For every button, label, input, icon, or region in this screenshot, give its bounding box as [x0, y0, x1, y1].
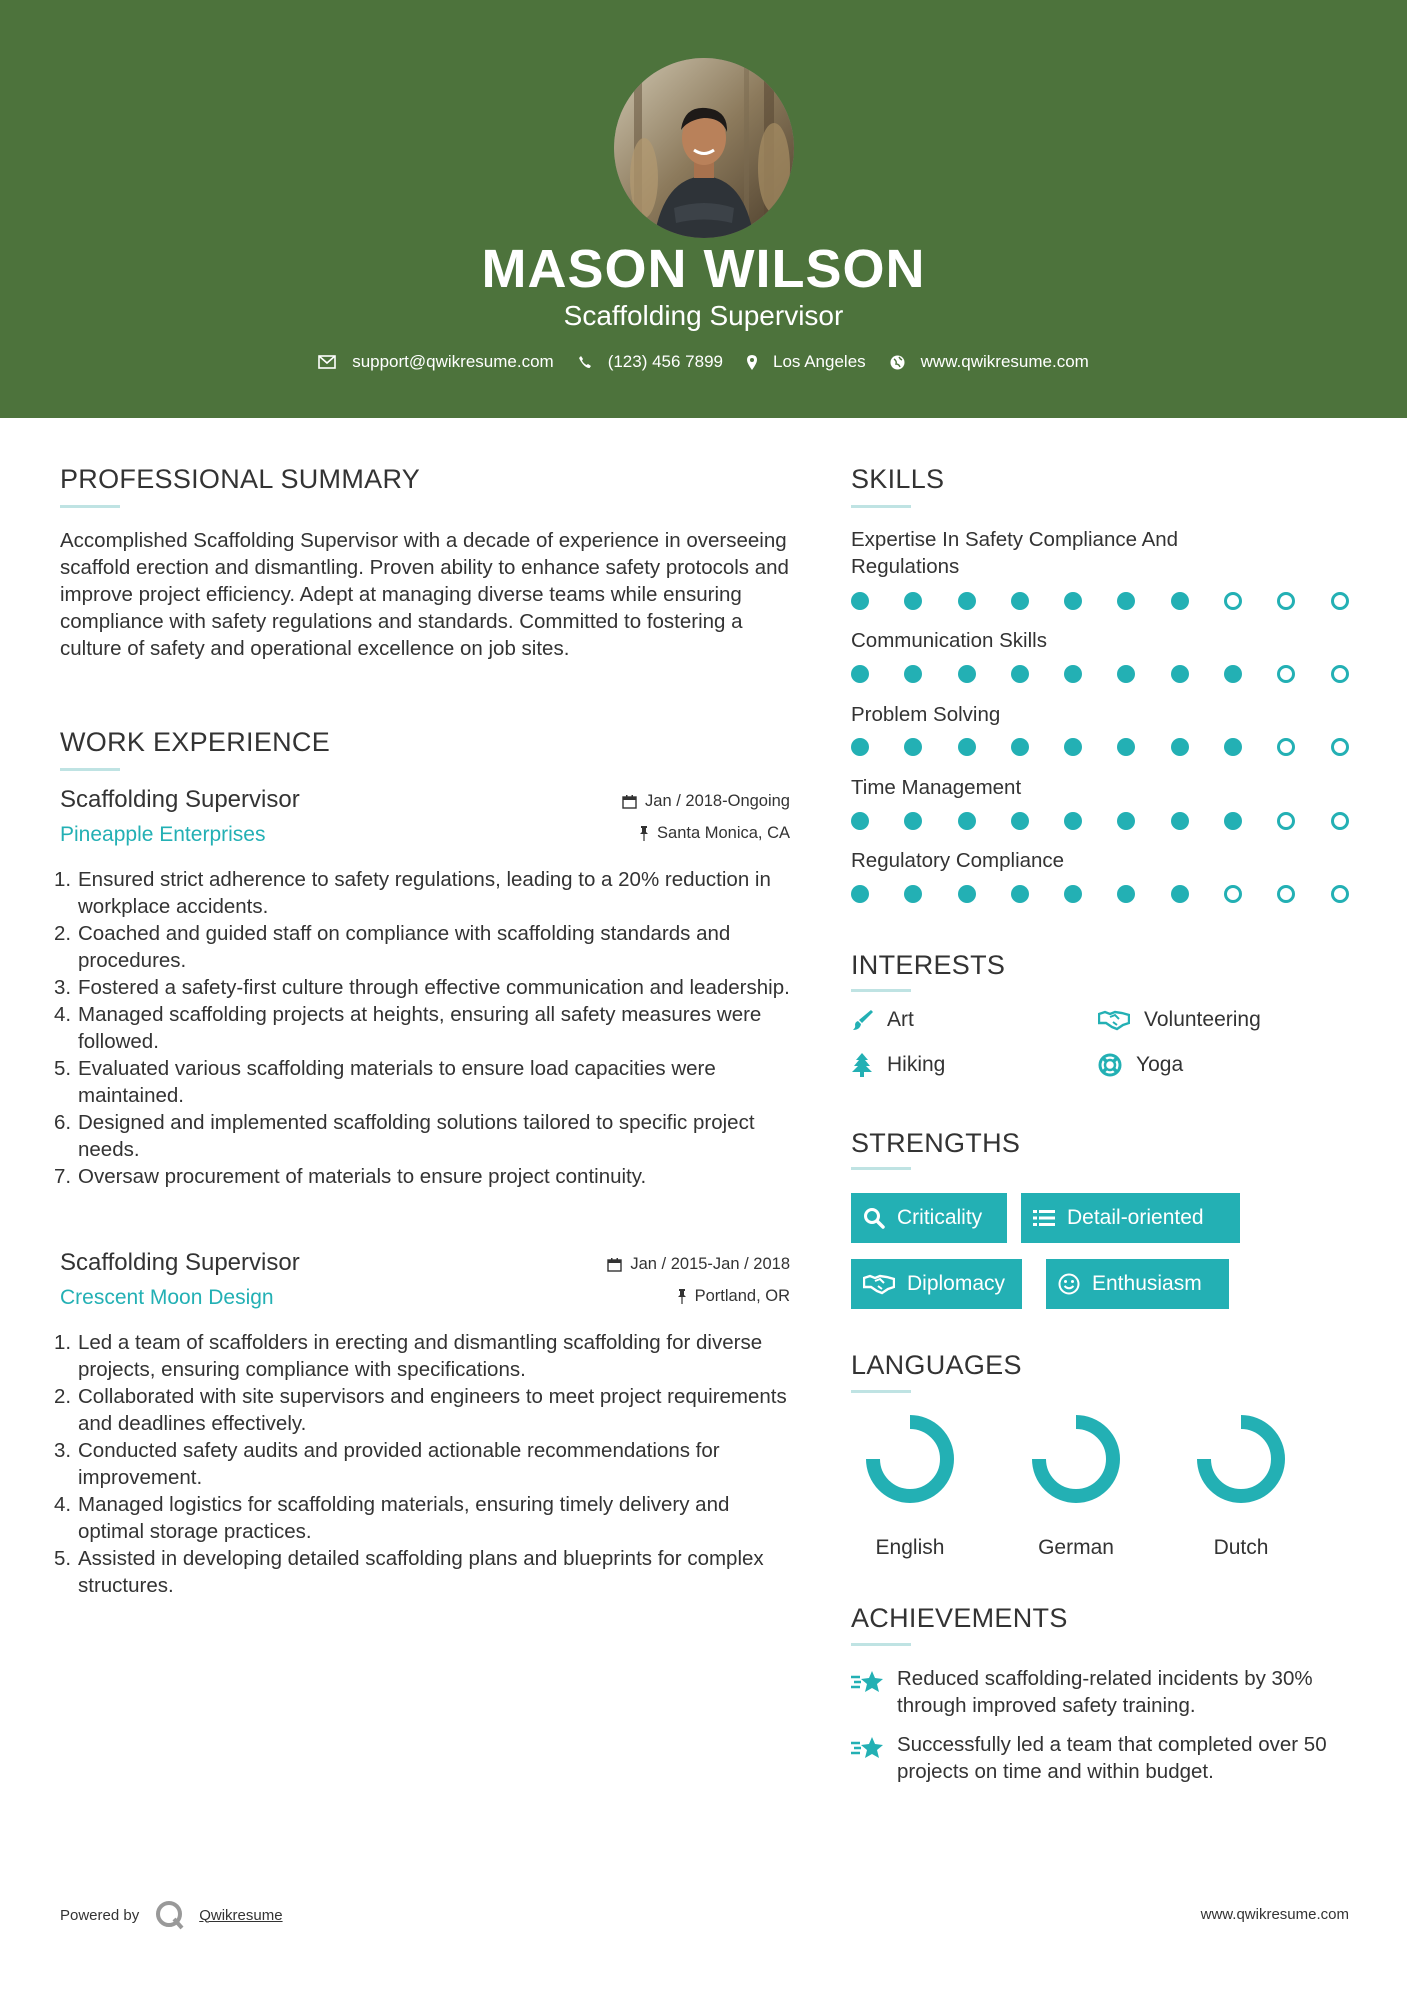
language-level-arc	[873, 1422, 947, 1496]
job-location	[677, 1287, 790, 1306]
rating-dot-filled	[1171, 738, 1189, 756]
rating-dot-empty	[1277, 738, 1295, 756]
job-location	[639, 824, 790, 843]
rating-dot-filled	[1224, 812, 1242, 830]
candidate-name: MASON WILSON	[481, 239, 926, 299]
strength-tag	[851, 1259, 1022, 1309]
interest-label: Volunteering	[1144, 1008, 1261, 1031]
strengths-heading: STRENGTHS	[851, 1128, 1021, 1158]
summary-underline	[60, 505, 120, 508]
contact-location	[747, 352, 866, 372]
shooting-star-icon	[851, 1669, 885, 1695]
job-entry	[54, 786, 790, 1226]
envelope-icon	[318, 355, 336, 369]
rating-dot-filled	[958, 665, 976, 683]
job-location-text: Santa Monica, CA	[657, 824, 790, 842]
strength-label: Detail-oriented	[1067, 1206, 1204, 1229]
job-company[interactable]: Pineapple Enterprises	[60, 823, 266, 846]
skills-heading: SKILLS	[851, 464, 945, 494]
pushpin-icon	[639, 826, 649, 841]
rating-dot-empty	[1331, 812, 1349, 830]
skill-rating	[851, 738, 1384, 756]
phone-icon	[578, 355, 592, 369]
job-bullets	[54, 1329, 800, 1599]
summary-text: Accomplished Scaffolding Supervisor with a decade of experience in overseeing scaffold erection and dismantling. Proven ability to enhance safety protocols and improve project efficiency. Adept at managing diverse teams while ensuring compliance with safety regulations and standards. Committed to fostering a culture of safety and operational excellence on job sites.	[60, 529, 789, 660]
contact-website[interactable]	[890, 352, 1089, 372]
language-level-arc	[1039, 1422, 1113, 1496]
job-title: Scaffolding Supervisor	[60, 786, 300, 813]
list-item: 4. Managed logistics for scaffolding materials, ensuring timely delivery and optimal storage practices.	[54, 1493, 730, 1543]
achievement-item	[851, 1665, 1351, 1719]
list-item: 3. Conducted safety audits and provided actionable recommendations for improvement.	[54, 1439, 720, 1489]
job-title: Scaffolding Supervisor	[60, 1249, 300, 1276]
strength-label: Enthusiasm	[1092, 1272, 1202, 1295]
rating-dot-filled	[958, 738, 976, 756]
website-text: www.qwikresume.com	[920, 352, 1089, 371]
rating-dot-filled	[904, 885, 922, 903]
map-pin-icon	[747, 355, 757, 370]
contact-email[interactable]	[318, 352, 554, 372]
language-label: English	[875, 1536, 945, 1559]
list-item: 1. Led a team of scaffolders in erecting and dismantling scaffolding for diverse projects, ensuring compliance with specifications.	[54, 1331, 763, 1381]
qwikresume-link[interactable]: Qwikresume	[199, 1906, 283, 1924]
skill-rating	[851, 592, 1384, 610]
rating-dot-empty	[1224, 592, 1242, 610]
job-bullets	[54, 866, 800, 1190]
language-label: German	[1038, 1536, 1114, 1559]
language-item	[1176, 1413, 1306, 1563]
rating-dot-empty	[1277, 812, 1295, 830]
rating-dot-empty	[1277, 885, 1295, 903]
calendar-icon	[607, 1257, 622, 1272]
rating-dot-filled	[1064, 885, 1082, 903]
interest-label: Art	[887, 1008, 914, 1031]
rating-dot-filled	[1224, 665, 1242, 683]
skill-name: Expertise In Safety Compliance And Regulations	[851, 528, 1179, 578]
rating-dot-filled	[958, 812, 976, 830]
rating-dot-filled	[1011, 885, 1029, 903]
rating-dot-empty	[1277, 665, 1295, 683]
rating-dot-filled	[1011, 738, 1029, 756]
rating-dot-filled	[1171, 592, 1189, 610]
strength-tag	[851, 1193, 1007, 1243]
rating-dot-filled	[1171, 665, 1189, 683]
rating-dot-filled	[851, 812, 869, 830]
job-dates	[622, 792, 790, 811]
achievements-heading: ACHIEVEMENTS	[851, 1603, 1068, 1633]
lifebuoy-icon	[1098, 1053, 1122, 1077]
strength-label: Diplomacy	[907, 1272, 1006, 1295]
rating-dot-filled	[1064, 812, 1082, 830]
handshake-icon	[863, 1273, 895, 1295]
list-item: 2. Coached and guided staff on compliance with scaffolding standards and procedures.	[54, 922, 731, 972]
handshake-icon	[1098, 1009, 1130, 1031]
email-text: support@qwikresume.com	[352, 352, 554, 371]
list-item: 4. Managed scaffolding projects at heights, ensuring all safety measures were followed.	[54, 1003, 762, 1053]
rating-dot-filled	[851, 738, 869, 756]
language-level-arc	[1204, 1422, 1278, 1496]
footer-powered-by	[60, 1900, 283, 1930]
rating-dot-filled	[1064, 665, 1082, 683]
contact-bar	[0, 352, 1407, 372]
powered-by-text: Powered by	[60, 1906, 140, 1924]
rating-dot-filled	[851, 885, 869, 903]
location-text: Los Angeles	[773, 352, 866, 371]
rating-dot-filled	[958, 885, 976, 903]
language-ring	[1011, 1413, 1141, 1513]
job-dates-text: Jan / 2015-Jan / 2018	[630, 1255, 790, 1273]
list-item: 3. Fostered a safety-first culture through effective communication and leadership.	[54, 976, 790, 999]
languages-underline	[851, 1390, 911, 1393]
list-item: 6. Designed and implemented scaffolding solutions tailored to specific project needs.	[54, 1111, 755, 1161]
rating-dot-filled	[904, 738, 922, 756]
list-item: 5. Evaluated various scaffolding materials to ensure load capacities were maintained.	[54, 1057, 716, 1107]
strength-tag	[1021, 1193, 1240, 1243]
list-item: 7. Oversaw procurement of materials to ensure project continuity.	[54, 1165, 647, 1188]
language-label: Dutch	[1213, 1536, 1269, 1559]
strengths-underline	[851, 1167, 911, 1170]
language-item	[1011, 1413, 1141, 1563]
achievements-underline	[851, 1643, 911, 1646]
achievement-item	[851, 1731, 1351, 1785]
profile-photo	[614, 58, 794, 238]
interest-item	[851, 1053, 945, 1077]
skill-name: Time Management	[851, 776, 1022, 799]
interest-item	[851, 1008, 914, 1032]
rating-dot-filled	[904, 592, 922, 610]
interest-item	[1098, 1008, 1261, 1032]
tree-icon	[851, 1053, 873, 1077]
globe-icon	[890, 355, 905, 370]
rating-dot-filled	[1117, 665, 1135, 683]
list-item: 5. Assisted in developing detailed scaffolding plans and blueprints for complex structures.	[54, 1547, 764, 1597]
brush-icon	[851, 1009, 873, 1031]
job-dates-text: Jan / 2018-Ongoing	[645, 792, 790, 810]
skill-rating	[851, 885, 1384, 903]
rating-dot-filled	[904, 812, 922, 830]
rating-dot-filled	[1117, 592, 1135, 610]
strength-tag	[1046, 1259, 1229, 1309]
strength-label: Criticality	[897, 1206, 983, 1229]
job-company[interactable]: Crescent Moon Design	[60, 1286, 274, 1309]
rating-dot-filled	[1117, 885, 1135, 903]
smile-icon	[1058, 1273, 1080, 1295]
skill-name: Problem Solving	[851, 703, 1001, 726]
rating-dot-empty	[1331, 885, 1349, 903]
interests-underline	[851, 989, 911, 992]
resume-header	[0, 0, 1407, 418]
footer-url[interactable]: www.qwikresume.com	[1200, 1906, 1349, 1923]
language-ring	[1176, 1413, 1306, 1513]
rating-dot-filled	[1224, 738, 1242, 756]
job-entry	[54, 1249, 790, 1609]
rating-dot-empty	[1331, 665, 1349, 683]
candidate-title: Scaffolding Supervisor	[563, 300, 844, 331]
qwikresume-logo-icon	[155, 1900, 185, 1930]
interests-heading: INTERESTS	[851, 950, 1006, 980]
rating-dot-filled	[904, 665, 922, 683]
rating-dot-empty	[1277, 592, 1295, 610]
skill-name: Communication Skills	[851, 629, 1047, 652]
language-ring	[845, 1413, 975, 1513]
job-dates	[607, 1255, 790, 1274]
list-item: 1. Ensured strict adherence to safety regulations, leading to a 20% reduction in workplace accidents.	[54, 868, 771, 918]
rating-dot-filled	[1117, 738, 1135, 756]
rating-dot-filled	[1011, 592, 1029, 610]
experience-underline	[60, 768, 120, 771]
experience-heading: WORK EXPERIENCE	[60, 727, 331, 757]
contact-phone[interactable]	[578, 352, 723, 372]
search-icon	[863, 1207, 885, 1229]
rating-dot-filled	[851, 665, 869, 683]
rating-dot-filled	[1011, 665, 1029, 683]
rating-dot-filled	[1171, 885, 1189, 903]
calendar-icon	[622, 794, 637, 809]
rating-dot-filled	[1171, 812, 1189, 830]
languages-heading: LANGUAGES	[851, 1350, 1022, 1380]
interest-item	[1098, 1053, 1183, 1077]
phone-text: (123) 456 7899	[607, 352, 724, 371]
rating-dot-empty	[1331, 738, 1349, 756]
shooting-star-icon	[851, 1735, 885, 1761]
skill-rating	[851, 812, 1384, 830]
achievement-text: Successfully led a team that completed over 50 projects on time and within budget.	[897, 1733, 1327, 1783]
rating-dot-filled	[958, 592, 976, 610]
skill-name: Regulatory Compliance	[851, 849, 1065, 872]
interest-label: Hiking	[887, 1053, 946, 1076]
rating-dot-filled	[1064, 592, 1082, 610]
rating-dot-filled	[851, 592, 869, 610]
achievement-text: Reduced scaffolding-related incidents by 30% through improved safety training.	[897, 1667, 1313, 1717]
rating-dot-filled	[1064, 738, 1082, 756]
rating-dot-filled	[1117, 812, 1135, 830]
rating-dot-empty	[1331, 592, 1349, 610]
pushpin-icon	[677, 1289, 687, 1304]
job-location-text: Portland, OR	[694, 1287, 790, 1305]
list-icon	[1033, 1209, 1055, 1227]
summary-heading: PROFESSIONAL SUMMARY	[60, 464, 421, 494]
language-item	[845, 1413, 975, 1563]
rating-dot-empty	[1224, 885, 1242, 903]
rating-dot-filled	[1011, 812, 1029, 830]
skills-underline	[851, 505, 911, 508]
interest-label: Yoga	[1136, 1053, 1184, 1076]
skill-rating	[851, 665, 1384, 683]
list-item: 2. Collaborated with site supervisors and engineers to meet project requirements and deadlines effectively.	[54, 1385, 787, 1435]
